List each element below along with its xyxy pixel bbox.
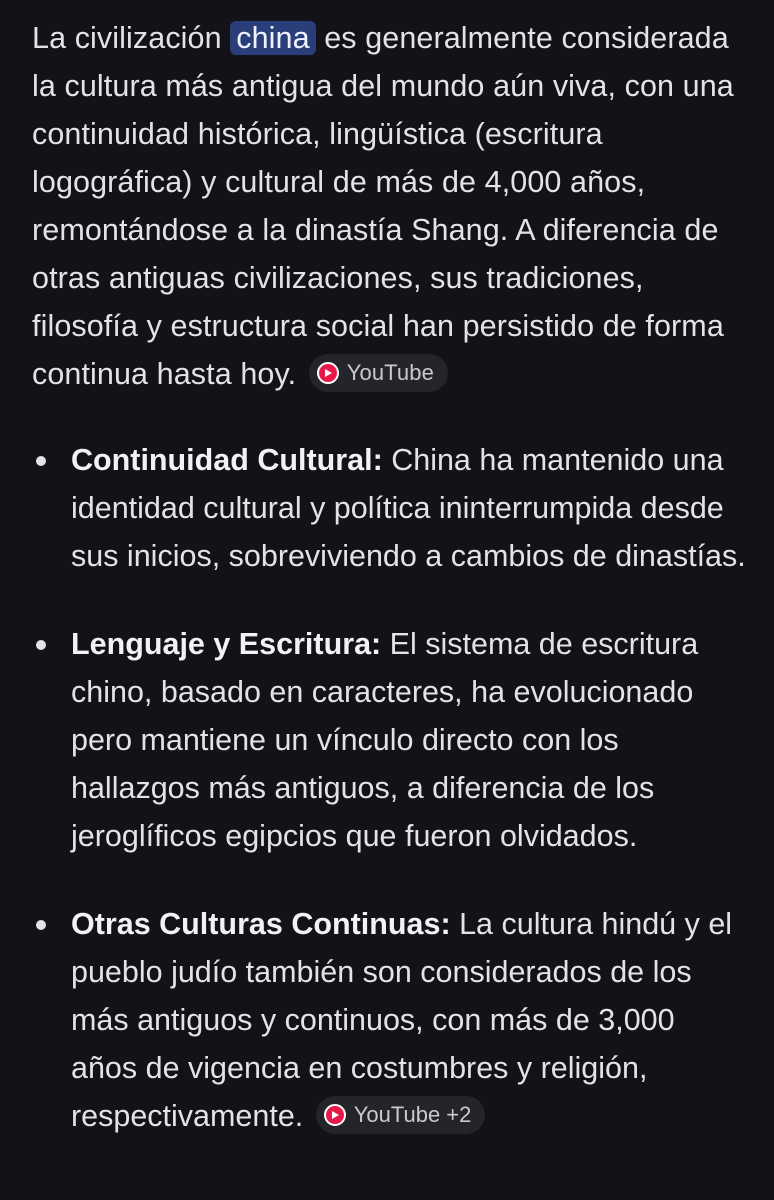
list-item <box>32 620 746 860</box>
source-chip-youtube-plus[interactable] <box>316 1096 486 1134</box>
point-title: Otras Culturas Continuas: <box>71 907 451 941</box>
key-points-list <box>32 436 746 1140</box>
point-text: El sistema de escritura chino, basado en caracteres, ha evolucionado pero mantiene un vínculo directo con los hallazgos más antiguos, a diferencia de los jeroglíficos egipcios que fueron olvidados. <box>71 627 699 853</box>
youtube-icon <box>317 362 339 384</box>
intro-text-rest: es generalmente considerada la cultura más antigua del mundo aún viva, con una continuidad histórica, lingüística (escritura logográfica) y cultural de más de 4,000 años, remontándose a la dinastía Shang. A diferencia de otras antiguas civilizaciones, sus tradiciones, filosofía y estructura social han persistido de forma continua hasta hoy. <box>32 21 734 391</box>
bullet-icon <box>36 456 46 466</box>
list-item <box>32 900 746 1140</box>
point-title: Lenguaje y Escritura: <box>71 627 382 661</box>
bullet-icon <box>36 920 46 930</box>
highlighted-term[interactable]: china <box>230 21 315 55</box>
bullet-icon <box>36 640 46 650</box>
source-chip-youtube[interactable] <box>309 354 448 392</box>
point-text: La cultura hindú y el pueblo judío también son considerados de los más antiguos y continuos, con más de 3,000 años de vigencia en costumbres y religión, respectivamente. <box>71 907 733 1133</box>
source-chip-label: YouTube +2 <box>353 1101 472 1127</box>
youtube-icon <box>324 1104 346 1126</box>
list-item <box>32 436 746 580</box>
intro-paragraph <box>32 14 746 398</box>
point-title: Continuidad Cultural: <box>71 443 383 477</box>
point-text: China ha mantenido una identidad cultural y política ininterrumpida desde sus inicios, sobreviviendo a cambios de dinastías. <box>71 443 746 573</box>
intro-text-start: La civilización <box>32 21 231 55</box>
source-chip-label: YouTube <box>346 359 434 385</box>
